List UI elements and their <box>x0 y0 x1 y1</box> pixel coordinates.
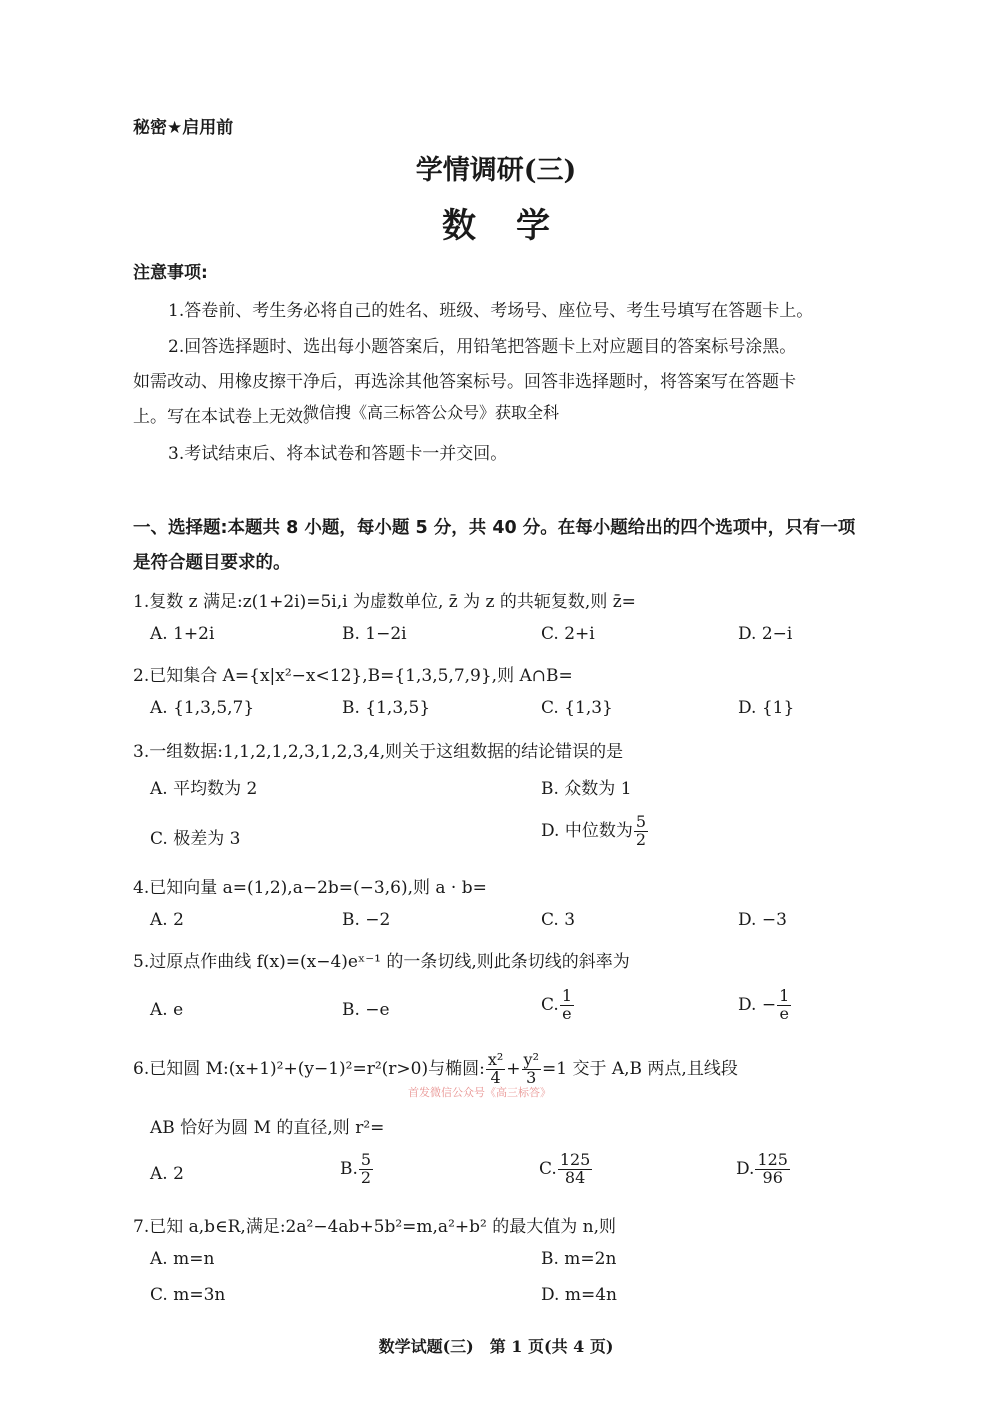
q7-option-d: D. m=4n <box>541 1285 617 1305</box>
q6-d-den: 96 <box>762 1167 783 1187</box>
q4-option-a: A. 2 <box>150 910 184 930</box>
question-5-stem: 5.过原点作曲线 f(x)=(x−4)eˣ⁻¹ 的一条切线,则此条切线的斜率为 <box>133 952 630 972</box>
section-heading-line2: 是符合题目要求的。 <box>133 553 291 573</box>
q5-option-a: A. e <box>150 1000 184 1020</box>
q6-y-den: 3 <box>526 1067 537 1087</box>
note-2c: 上。写在本试卷上无效。 <box>133 407 320 427</box>
q1-option-b: B. 1−2i <box>342 624 407 644</box>
question-1-stem: 1.复数 z 满足:z(1+2i)=5i,i 为虚数单位, z̄ 为 z 的共轭复数,则 z̄= <box>133 592 636 612</box>
q6-stem-part-a: 6.已知圆 M:(x+1)²+(y−1)²=r²(r>0)与椭圆: <box>133 1058 485 1079</box>
q3-fraction <box>634 814 648 849</box>
q7-option-c: C. m=3n <box>150 1285 226 1305</box>
q3-option-d <box>541 814 649 849</box>
q5-option-d-label: D. − <box>738 994 777 1015</box>
q1-option-a: A. 1+2i <box>150 624 215 644</box>
question-6-stem-line2: AB 恰好为圆 M 的直径,则 r²= <box>150 1118 385 1138</box>
q6-option-d <box>736 1152 791 1187</box>
q6-x-num: x² <box>487 1050 504 1069</box>
q2-option-c: C. {1,3} <box>541 698 613 718</box>
q6-option-c-label: C. <box>539 1158 557 1179</box>
q6-option-c <box>539 1152 593 1187</box>
q5-c-num: 1 <box>561 986 572 1005</box>
q6-b-den: 2 <box>360 1167 372 1187</box>
q6-c-den: 84 <box>564 1167 586 1187</box>
q6-y-fraction <box>522 1052 541 1087</box>
q1-option-c: C. 2+i <box>541 624 595 644</box>
q7-option-a: A. m=n <box>150 1249 215 1269</box>
confidential-label: 秘密★启用前 <box>133 118 234 138</box>
q5-option-c <box>541 988 575 1023</box>
q5-option-c-label: C. <box>541 994 559 1015</box>
page-footer: 数学试题(三) 第 1 页(共 4 页) <box>378 1337 614 1356</box>
q5-c-den: e <box>562 1003 572 1023</box>
q1-option-d: D. 2−i <box>738 624 793 644</box>
exam-subject: 数学 <box>442 206 590 246</box>
note-1: 1.答卷前、考生务必将自己的姓名、班级、考场号、座位号、考生号填写在答题卡上。 <box>168 301 814 321</box>
q5-option-b: B. −e <box>342 1000 390 1020</box>
q6-option-b <box>340 1152 374 1187</box>
q3-frac-num: 5 <box>635 812 647 831</box>
q4-option-b: B. −2 <box>342 910 391 930</box>
q5-d-den: e <box>779 1003 789 1023</box>
q3-frac-den: 2 <box>635 829 647 849</box>
q3-option-c: C. 极差为 3 <box>150 829 241 849</box>
q5-option-d <box>738 988 792 1023</box>
q6-x-fraction <box>486 1052 505 1087</box>
note-2a: 2.回答选择题时、选出每小题答案后，用铅笔把答题卡上对应题目的答案标号涂黑。 <box>168 337 797 357</box>
q2-option-b: B. {1,3,5} <box>342 698 431 718</box>
q6-d-num: 125 <box>757 1150 788 1169</box>
exam-title: 学情调研(三) <box>415 155 577 186</box>
q6-y-num: y² <box>523 1050 539 1069</box>
note-2b: 如需改动、用橡皮擦干净后，再选涂其他答案标号。回答非选择题时，将答案写在答题卡 <box>133 372 796 392</box>
note-3: 3.考试结束后、将本试卷和答题卡一并交回。 <box>168 444 508 464</box>
q6-option-a: A. 2 <box>150 1164 184 1184</box>
question-2-stem: 2.已知集合 A={x|x²−x<12},B={1,3,5,7,9},则 A∩B= <box>133 666 573 686</box>
section-heading-line1: 一、选择题:本题共 8 小题，每小题 5 分，共 40 分。在每小题给出的四个选项中，只有一项 <box>133 518 856 538</box>
q6-option-b-label: B. <box>340 1158 358 1179</box>
q6-x-den: 4 <box>490 1067 501 1087</box>
q3-option-a: A. 平均数为 2 <box>150 779 258 799</box>
q6-stem-part-b: =1 交于 A,B 两点,且线段 <box>541 1058 738 1079</box>
q5-d-num: 1 <box>779 986 790 1005</box>
q2-option-a: A. {1,3,5,7} <box>150 698 255 718</box>
q5-d-fraction <box>777 988 791 1023</box>
q2-option-d: D. {1} <box>738 698 795 718</box>
notes-heading: 注意事项: <box>133 263 208 283</box>
q3-option-d-label: D. 中位数为 <box>541 820 633 841</box>
q7-option-b: B. m=2n <box>541 1249 617 1269</box>
q6-plus: + <box>506 1058 521 1079</box>
q6-c-fraction <box>558 1152 593 1187</box>
q6-b-num: 5 <box>360 1150 372 1169</box>
question-7-stem: 7.已知 a,b∈R,满足:2a²−4ab+5b²=m,a²+b² 的最大值为 n,则 <box>133 1217 616 1237</box>
q4-option-d: D. −3 <box>738 910 787 930</box>
question-3-stem: 3.一组数据:1,1,2,1,2,3,1,2,3,4,则关于这组数据的结论错误的是 <box>133 742 624 762</box>
question-4-stem: 4.已知向量 a=(1,2),a−2b=(−3,6),则 a · b= <box>133 878 487 898</box>
q5-c-fraction <box>560 988 574 1023</box>
q4-option-c: C. 3 <box>541 910 576 930</box>
q6-c-num: 125 <box>559 1150 591 1169</box>
q6-d-fraction <box>755 1152 790 1187</box>
q3-option-b: B. 众数为 1 <box>541 779 632 799</box>
q6-b-fraction <box>359 1152 373 1187</box>
question-6-stem-line1 <box>133 1052 738 1087</box>
q6-option-d-label: D. <box>736 1158 755 1179</box>
watermark-text: 微信搜《高三标答公众号》获取全科 <box>303 403 560 422</box>
watermark-red: 首发微信公众号《高三标答》 <box>408 1086 551 1099</box>
